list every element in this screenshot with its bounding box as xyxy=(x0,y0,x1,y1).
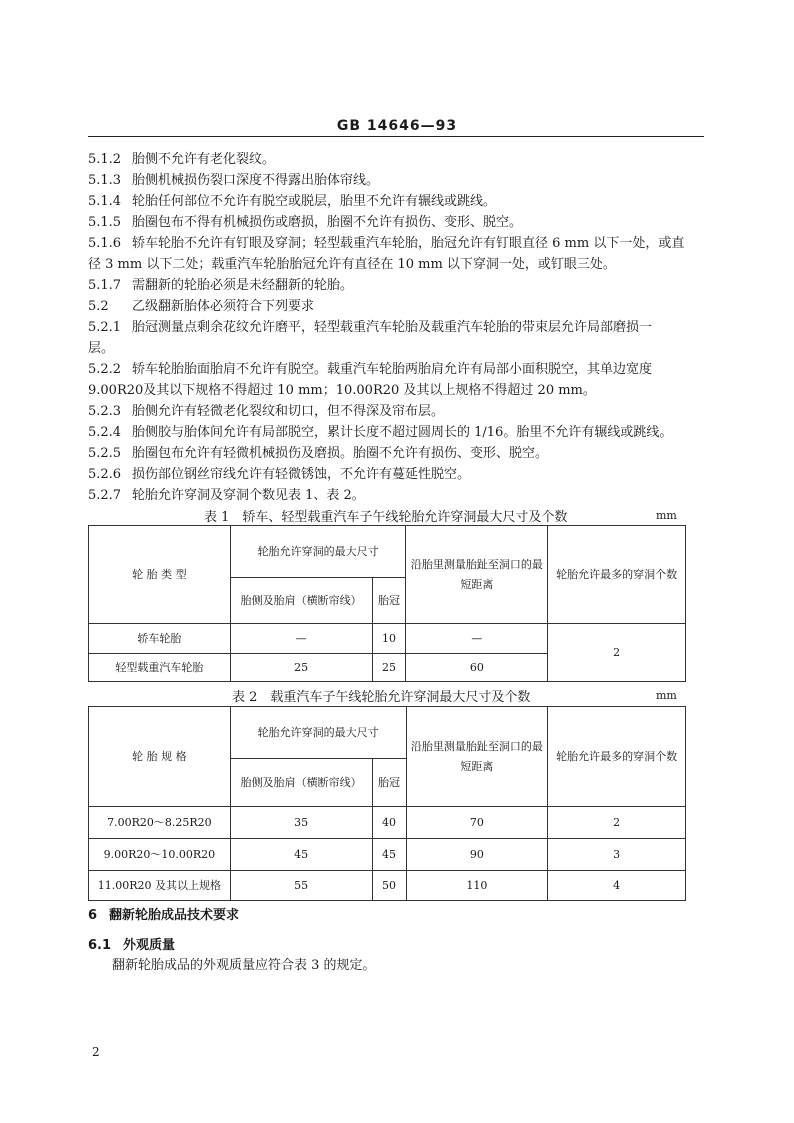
clause-text: 层。 xyxy=(88,341,115,356)
clause-number: 5.1.5 xyxy=(88,215,122,230)
table2 xyxy=(88,706,686,901)
clause-text: 轮胎任何部位不允许有脱空或脱层，胎里不允许有辗线或跳线。 xyxy=(132,194,497,209)
table2-cell-dist: 110 xyxy=(406,871,548,901)
clause-text: 需翻新的轮胎必须是未经翻新的轮胎。 xyxy=(132,278,354,293)
table2-header-side: 胎侧及胎肩（横断帘线） xyxy=(230,759,372,807)
table2-cell-side: 55 xyxy=(230,871,372,901)
clause-number: 5.1.6 xyxy=(88,236,122,251)
clause-number: 5.1.7 xyxy=(88,278,122,293)
table2-cell-dist: 90 xyxy=(406,839,548,871)
clause-number: 5.2.3 xyxy=(88,404,122,419)
table-row xyxy=(89,839,686,871)
clause-line xyxy=(88,402,706,422)
clause-number: 5.2.4 xyxy=(88,425,122,440)
clause-line xyxy=(88,234,706,254)
table2-unit: mm xyxy=(656,689,677,702)
clause-line-continued xyxy=(88,339,706,359)
table2-cell-dist: 70 xyxy=(406,807,548,839)
clause-text: 轿车轮胎不允许有钉眼及穿洞；轻型载重汽车轮胎，胎冠允许有钉眼直径 6 mm 以下一处，或直 xyxy=(132,236,685,251)
clause-text: 胎侧胶与胎体间允许有局部脱空，累计长度不超过圆周长的 1/16。胎里不允许有辗线或跳线。 xyxy=(132,425,673,440)
section-6-1-heading xyxy=(88,934,175,953)
clause-text: 轮胎允许穿洞及穿洞个数见表 1、表 2。 xyxy=(132,488,365,503)
table-row xyxy=(89,871,686,901)
table2-header-count: 轮胎允许最多的穿洞个数 xyxy=(548,707,686,807)
table2-cell-crown: 40 xyxy=(372,807,406,839)
clause-text: 乙级翻新胎体必须符合下列要求 xyxy=(132,299,315,314)
clause-text: 胎侧不允许有老化裂纹。 xyxy=(132,152,276,167)
table2-caption: 表 2 载重汽车子午线轮胎允许穿洞最大尺寸及个数 xyxy=(232,690,531,705)
clause-line xyxy=(88,318,706,338)
clause-line xyxy=(88,213,706,233)
table1-cell-dist: 60 xyxy=(406,654,548,682)
table2-cell-count: 4 xyxy=(548,871,686,901)
table2-header-max: 轮胎允许穿洞的最大尺寸 xyxy=(230,707,406,759)
clause-line xyxy=(88,423,706,443)
table1-header-max: 轮胎允许穿洞的最大尺寸 xyxy=(230,526,406,578)
table1-header-count: 轮胎允许最多的穿洞个数 xyxy=(548,526,686,624)
paragraph: 翻新轮胎成品的外观质量应符合表 3 的规定。 xyxy=(112,958,376,973)
table2-cell-side: 45 xyxy=(230,839,372,871)
table1-header-crown: 胎冠 xyxy=(372,578,406,624)
header-rule xyxy=(88,136,704,137)
table1-cell-type: 轿车轮胎 xyxy=(89,624,231,654)
clause-line-continued xyxy=(88,381,706,401)
table1-cell-type: 轻型载重汽车轮胎 xyxy=(89,654,231,682)
clause-line xyxy=(88,192,706,212)
clause-text: 胎侧机械损伤裂口深度不得露出胎体帘线。 xyxy=(132,173,380,188)
table1-header-dist: 沿胎里测量胎趾至洞口的最短距离 xyxy=(406,526,548,624)
table2-header-dist: 沿胎里测量胎趾至洞口的最短距离 xyxy=(406,707,548,807)
clause-line xyxy=(88,465,706,485)
clause-text: 损伤部位钢丝帘线允许有轻微锈蚀，不允许有蔓延性脱空。 xyxy=(132,467,471,482)
table1-header-side: 胎侧及胎肩（横断帘线） xyxy=(230,578,372,624)
section-6-heading xyxy=(88,904,239,923)
table1 xyxy=(88,525,686,682)
clause-line xyxy=(88,360,706,380)
table1-cell-count: 2 xyxy=(548,624,686,682)
table1-cell-crown: 25 xyxy=(372,654,406,682)
table-row xyxy=(89,807,686,839)
clause-line xyxy=(88,297,706,317)
table2-cell-spec: 11.00R20 及其以上规格 xyxy=(89,871,231,901)
table2-cell-count: 2 xyxy=(548,807,686,839)
clause-line xyxy=(88,486,706,506)
clause-line xyxy=(88,171,706,191)
clause-text: 径 3 mm 以下二处；载重汽车轮胎胎冠允许有直径在 10 mm 以下穿洞一处，或钉眼三处。 xyxy=(88,257,616,272)
table2-cell-spec: 9.00R20～10.00R20 xyxy=(89,839,231,871)
table2-header-crown: 胎冠 xyxy=(372,759,406,807)
clause-line xyxy=(88,444,706,464)
section-number: 6 xyxy=(88,908,98,923)
clause-number: 5.1.4 xyxy=(88,194,122,209)
table-row xyxy=(89,624,686,654)
clause-number: 5.2.6 xyxy=(88,467,122,482)
clause-line-continued xyxy=(88,255,706,275)
table2-cell-crown: 50 xyxy=(372,871,406,901)
table2-cell-crown: 45 xyxy=(372,839,406,871)
clause-text: 胎圈包布不得有机械损伤或磨损，胎圈不允许有损伤、变形、脱空。 xyxy=(132,215,523,230)
clause-number: 5.1.3 xyxy=(88,173,122,188)
clause-text: 胎冠测量点剩余花纹允许磨平，轻型载重汽车轮胎及载重汽车轮胎的带束层允许局部磨损一 xyxy=(132,320,653,335)
clause-text: 9.00R20及其以下规格不得超过 10 mm；10.00R20 及其以上规格不得超过 20 mm。 xyxy=(88,383,596,398)
section-title: 翻新轮胎成品技术要求 xyxy=(109,908,240,923)
table1-header-type: 轮 胎 类 型 xyxy=(89,526,231,624)
table1-cell-side: 25 xyxy=(230,654,372,682)
page-number: 2 xyxy=(92,1045,100,1059)
clause-text: 胎侧允许有轻微老化裂纹和切口，但不得深及帘布层。 xyxy=(132,404,445,419)
clause-number: 5.2.7 xyxy=(88,488,122,503)
page-header: GB 14646—93 xyxy=(336,118,458,134)
clause-number: 5.2 xyxy=(88,299,109,314)
clause-line xyxy=(88,276,706,296)
table1-cell-crown: 10 xyxy=(372,624,406,654)
table2-cell-spec: 7.00R20～8.25R20 xyxy=(89,807,231,839)
section-number: 6.1 xyxy=(88,938,112,953)
section-title: 外观质量 xyxy=(123,938,176,953)
clause-number: 5.2.5 xyxy=(88,446,122,461)
table1-unit: mm xyxy=(656,509,677,522)
clause-number: 5.2.2 xyxy=(88,362,122,377)
clause-number: 5.2.1 xyxy=(88,320,122,335)
table1-cell-side: — xyxy=(230,624,372,654)
table1-caption: 表 1 轿车、轻型载重汽车子午线轮胎允许穿洞最大尺寸及个数 xyxy=(204,510,568,525)
clause-text: 胎圈包布允许有轻微机械损伤及磨损。胎圈不允许有损伤、变形、脱空。 xyxy=(132,446,549,461)
table2-header-spec: 轮 胎 规 格 xyxy=(89,707,231,807)
clause-number: 5.1.2 xyxy=(88,152,122,167)
table2-cell-side: 35 xyxy=(230,807,372,839)
clause-text: 轿车轮胎胎面胎肩不允许有脱空。载重汽车轮胎两胎肩允许有局部小面积脱空，其单边宽度 xyxy=(132,362,653,377)
table2-cell-count: 3 xyxy=(548,839,686,871)
table1-cell-dist: — xyxy=(406,624,548,654)
clause-line xyxy=(88,150,706,170)
